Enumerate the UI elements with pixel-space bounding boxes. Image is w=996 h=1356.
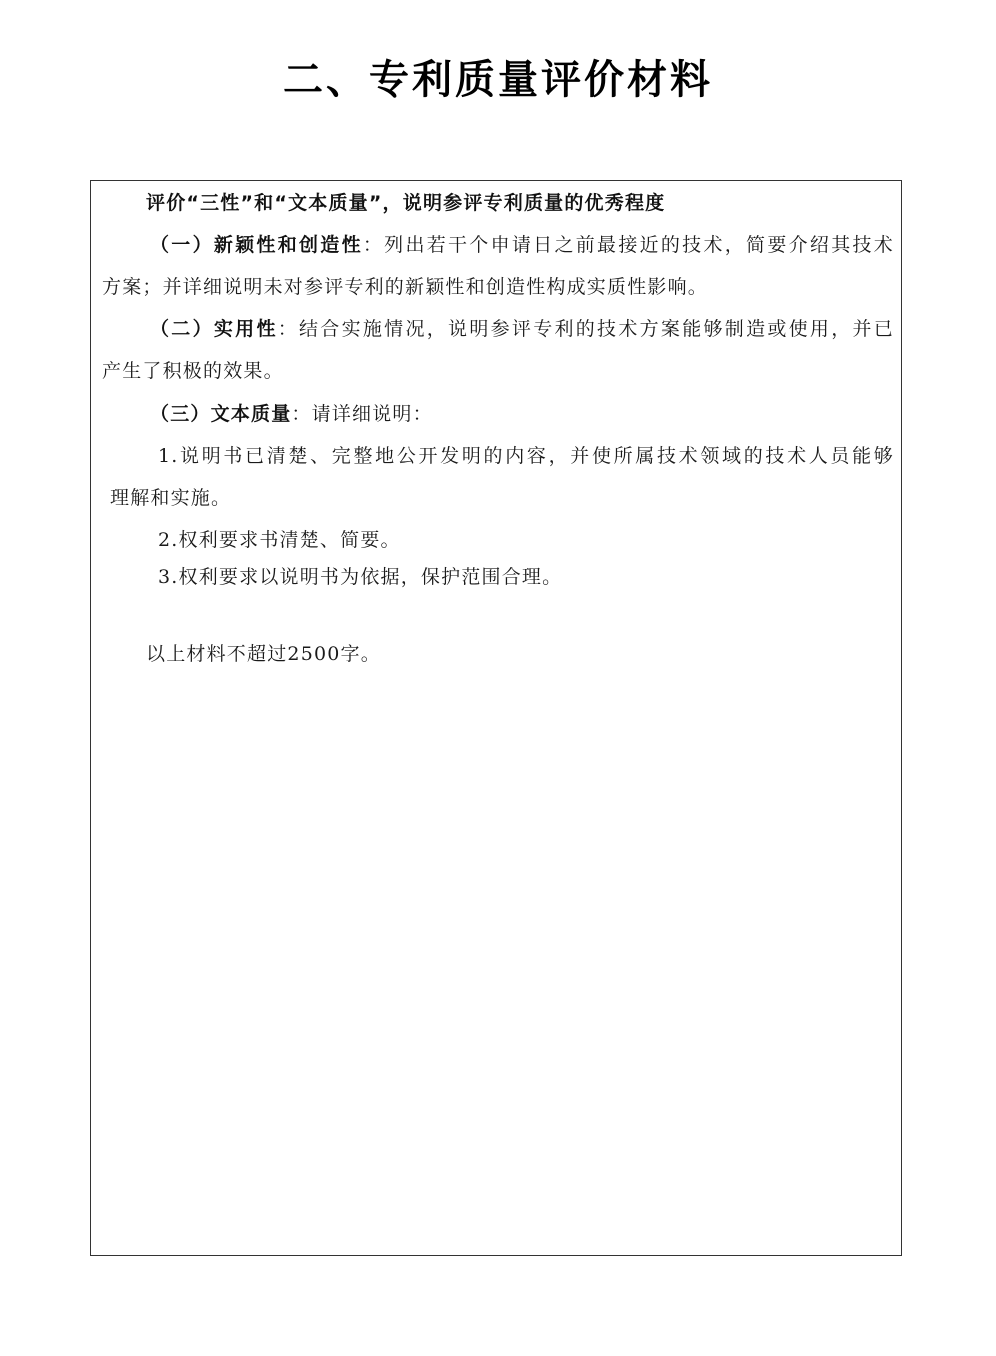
section3-text: ：请详细说明： (291, 403, 433, 425)
section2-heading: （二）实用性 (150, 318, 278, 340)
section3-heading: （三）文本质量 (150, 403, 292, 425)
section2-line1 (102, 315, 894, 343)
section3-item3: 3.权利要求以说明书为依据，保护范围合理。 (158, 566, 563, 588)
section2-line2: 产生了积极的效果。 (102, 360, 284, 382)
section3-line (150, 400, 433, 428)
section1-line1 (102, 231, 894, 259)
section2-text-line1: ：结合实施情况，说明参评专利的技术方案能够制造或使用，并已 (277, 318, 894, 340)
section3-item1-line2: 理解和实施。 (110, 487, 232, 509)
section3-item1-line1: 1.说明书已清楚、完整地公开发明的内容，并使所属技术领域的技术人员能够 (158, 445, 894, 467)
section1-heading: （一）新颖性和创造性 (150, 234, 363, 256)
intro-text: 评价“三性”和“文本质量”，说明参评专利质量的优秀程度 (146, 192, 666, 214)
section3-item2: 2.权利要求书清楚、简要。 (158, 529, 401, 551)
word-limit-note: 以上材料不超过2500字。 (146, 643, 381, 665)
section1-text-line1: ：列出若干个申请日之前最接近的技术，简要介绍其技术 (362, 234, 894, 256)
page-title: 二、专利质量评价材料 (283, 57, 713, 103)
section1-line2: 方案；并详细说明未对参评专利的新颖性和创造性构成实质性影响。 (102, 276, 709, 298)
